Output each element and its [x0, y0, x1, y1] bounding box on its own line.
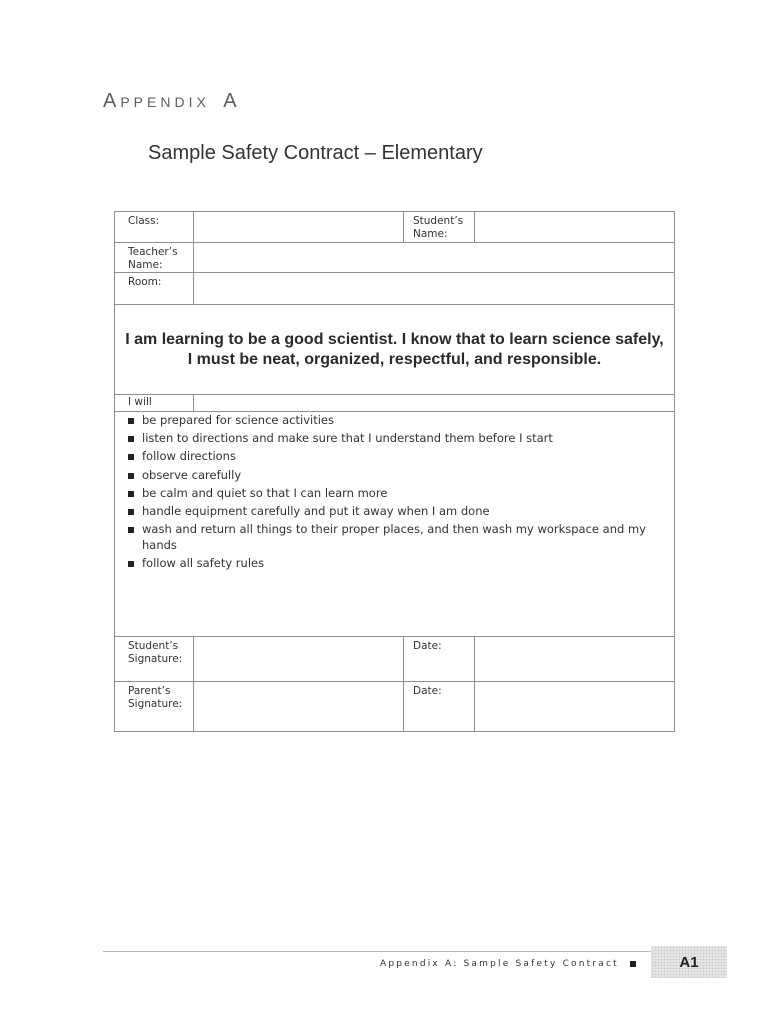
room-label: Room:	[115, 273, 193, 304]
parent-signature-field[interactable]	[194, 682, 403, 731]
safety-contract-form	[114, 211, 675, 732]
pledge-list-cell	[115, 412, 674, 636]
pledge-item	[115, 485, 664, 501]
square-bullet-icon	[128, 527, 134, 533]
pledge-item-text: be calm and quiet so that I can learn more	[142, 485, 388, 500]
square-bullet-icon	[128, 418, 134, 424]
square-bullet-icon	[128, 454, 134, 460]
square-bullet-icon	[128, 491, 134, 497]
pledge-item-text: handle equipment carefully and put it away when I am done	[142, 503, 490, 518]
student-signature-field[interactable]	[194, 637, 403, 681]
appendix-heading: Appendix A	[103, 90, 241, 112]
student-signature-label: Student’s Signature:	[115, 637, 193, 681]
students-name-label: Student’s Name:	[404, 212, 474, 242]
student-date-label: Date:	[404, 637, 474, 681]
pledge-item	[115, 555, 664, 571]
square-marker-icon	[630, 961, 636, 967]
parent-date-label: Date:	[404, 682, 474, 731]
class-field[interactable]	[194, 212, 403, 242]
teachers-name-label: Teacher’s Name:	[115, 243, 193, 272]
footer-running-title: Appendix A: Sample Safety Contract	[380, 959, 619, 969]
parent-signature-label: Parent’s Signature:	[115, 682, 193, 731]
pledge-item-text: be prepared for science activities	[142, 413, 334, 427]
class-label: Class:	[115, 212, 193, 242]
pledge-item	[115, 503, 664, 519]
pledge-item-text: follow directions	[142, 449, 236, 464]
pledge-item-text: wash and return all things to their proper places, and then wash my workspace and my hands	[142, 522, 646, 553]
teachers-name-field[interactable]	[194, 243, 674, 272]
pledge-item-text: listen to directions and make sure that I understand them before I start	[142, 431, 553, 446]
square-bullet-icon	[128, 561, 134, 567]
page-number: A1	[679, 953, 699, 971]
page-title: Sample Safety Contract – Elementary	[148, 142, 483, 164]
room-field[interactable]	[194, 273, 674, 304]
i-will-blank-cell	[194, 395, 674, 411]
pledge-statement-line: I am learning to be a good scientist. I know that to learn science safely,	[125, 331, 664, 348]
pledge-statement	[115, 305, 674, 394]
footer-rule	[103, 951, 651, 952]
i-will-label: I will	[115, 395, 193, 411]
pledge-list	[115, 412, 674, 571]
pledge-item	[115, 521, 664, 553]
student-date-field[interactable]	[475, 637, 674, 681]
pledge-item	[115, 467, 664, 483]
square-bullet-icon	[128, 509, 134, 515]
square-bullet-icon	[128, 473, 134, 479]
pledge-item-text: observe carefully	[142, 467, 242, 482]
parent-date-field[interactable]	[475, 682, 674, 731]
students-name-field[interactable]	[475, 212, 674, 242]
pledge-statement-line: I must be neat, organized, respectful, and responsible.	[187, 350, 602, 368]
square-bullet-icon	[128, 436, 134, 442]
pledge-item-text: follow all safety rules	[142, 556, 265, 571]
pledge-item	[115, 412, 664, 428]
page-number-tab	[651, 946, 727, 978]
pledge-item	[115, 448, 664, 464]
pledge-item	[115, 430, 664, 446]
